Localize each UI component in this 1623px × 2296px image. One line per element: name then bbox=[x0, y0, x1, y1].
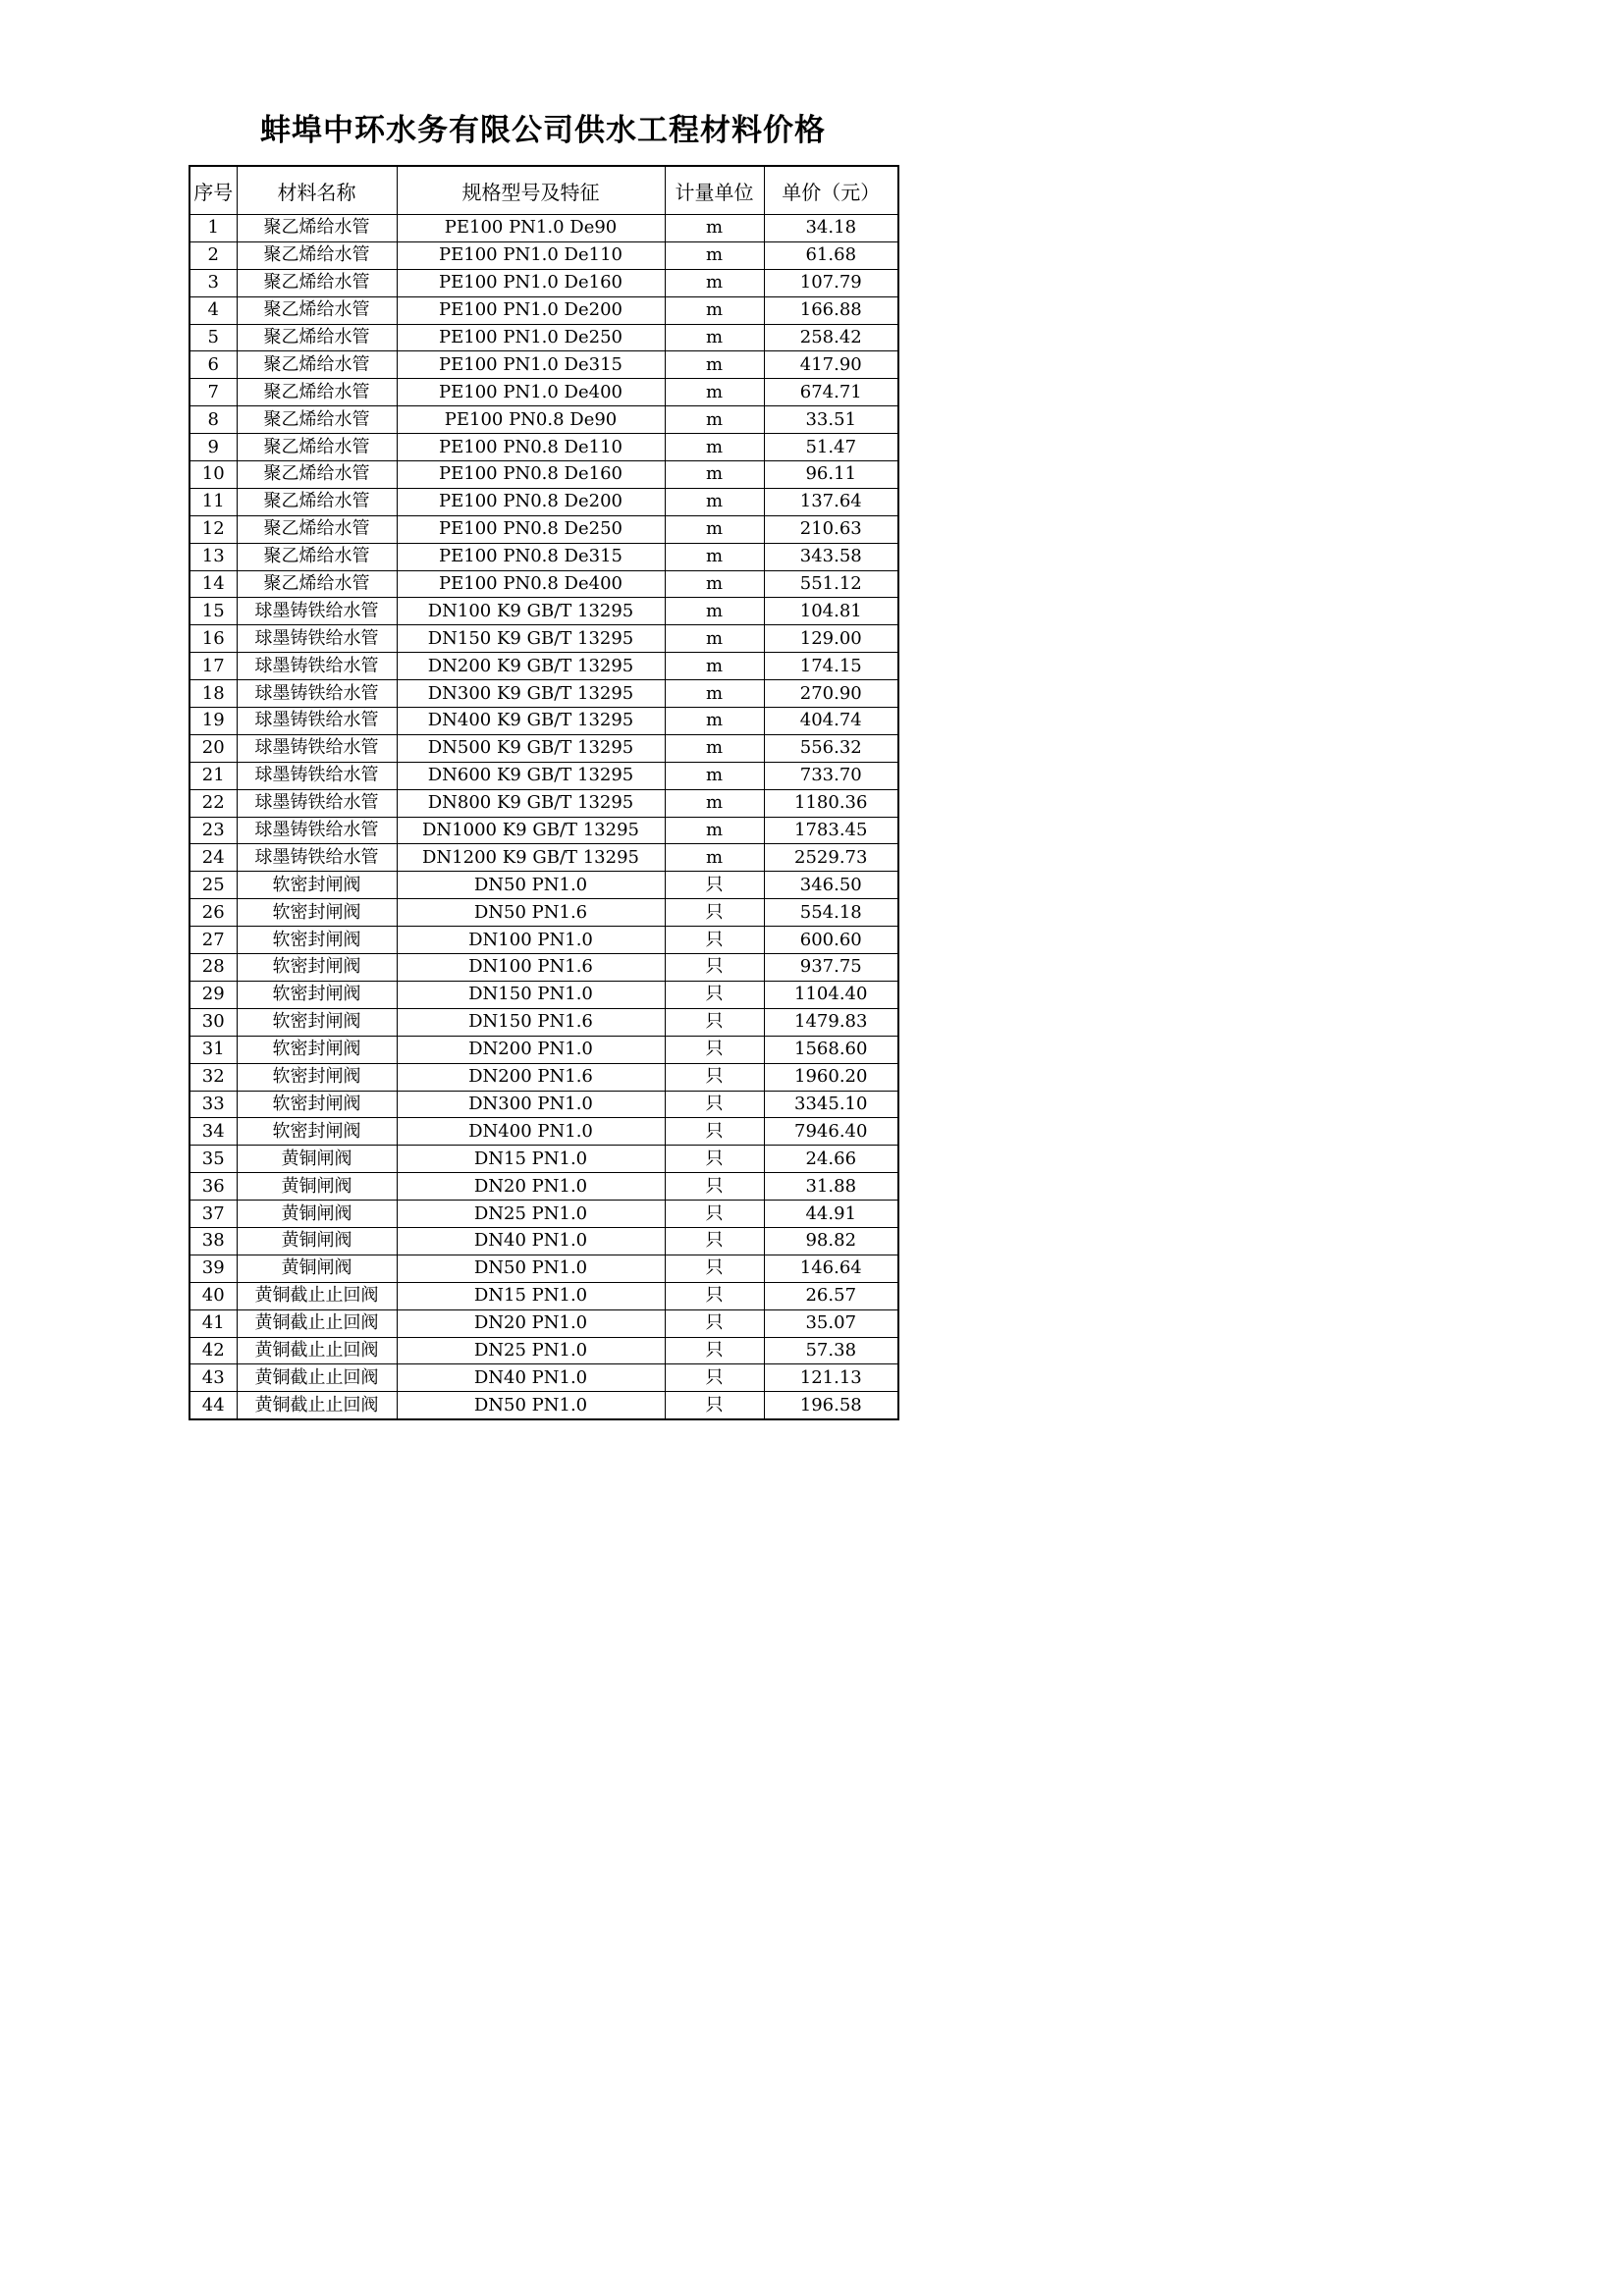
table-row bbox=[189, 762, 898, 789]
unit-price: 270.90 bbox=[764, 680, 898, 708]
spec: PE100 PN0.8 De315 bbox=[397, 543, 665, 570]
table-row bbox=[189, 241, 898, 269]
unit-price: 1960.20 bbox=[764, 1063, 898, 1091]
spec: DN200 PN1.6 bbox=[397, 1063, 665, 1091]
unit: 只 bbox=[665, 1337, 764, 1364]
row-index: 29 bbox=[189, 981, 237, 1008]
spec: DN25 PN1.0 bbox=[397, 1201, 665, 1228]
table-row bbox=[189, 1364, 898, 1392]
row-index: 16 bbox=[189, 625, 237, 653]
spec: PE100 PN1.0 De250 bbox=[397, 324, 665, 351]
row-index: 27 bbox=[189, 927, 237, 954]
row-index: 36 bbox=[189, 1173, 237, 1201]
row-index: 9 bbox=[189, 434, 237, 461]
unit-price: 44.91 bbox=[764, 1201, 898, 1228]
header-price: 单价（元） bbox=[764, 166, 898, 215]
table-row bbox=[189, 789, 898, 817]
spec: PE100 PN1.0 De160 bbox=[397, 269, 665, 296]
unit: m bbox=[665, 215, 764, 242]
unit: 只 bbox=[665, 1364, 764, 1392]
unit: m bbox=[665, 708, 764, 735]
spec: PE100 PN1.0 De200 bbox=[397, 296, 665, 324]
table-row bbox=[189, 379, 898, 406]
unit-price: 1783.45 bbox=[764, 817, 898, 844]
spec: DN300 PN1.0 bbox=[397, 1091, 665, 1118]
spec: DN200 K9 GB/T 13295 bbox=[397, 653, 665, 680]
price-table bbox=[189, 165, 899, 1420]
row-index: 24 bbox=[189, 844, 237, 872]
unit-price: 7946.40 bbox=[764, 1118, 898, 1146]
row-index: 35 bbox=[189, 1146, 237, 1173]
spec: DN300 K9 GB/T 13295 bbox=[397, 680, 665, 708]
row-index: 40 bbox=[189, 1282, 237, 1309]
spec: DN15 PN1.0 bbox=[397, 1282, 665, 1309]
page-title: 蚌埠中环水务有限公司供水工程材料价格 bbox=[260, 113, 826, 148]
table-row bbox=[189, 927, 898, 954]
table-row bbox=[189, 625, 898, 653]
unit: m bbox=[665, 296, 764, 324]
row-index: 10 bbox=[189, 461, 237, 489]
spec: DN40 PN1.0 bbox=[397, 1227, 665, 1255]
material-name: 聚乙烯给水管 bbox=[237, 434, 397, 461]
material-name: 球墨铸铁给水管 bbox=[237, 708, 397, 735]
table-row bbox=[189, 461, 898, 489]
spec: DN50 PN1.0 bbox=[397, 872, 665, 899]
material-name: 软密封闸阀 bbox=[237, 872, 397, 899]
material-name: 黄铜闸阀 bbox=[237, 1146, 397, 1173]
material-name: 软密封闸阀 bbox=[237, 981, 397, 1008]
unit: 只 bbox=[665, 954, 764, 982]
table-row bbox=[189, 734, 898, 762]
header-spec: 规格型号及特征 bbox=[397, 166, 665, 215]
spec: DN200 PN1.0 bbox=[397, 1036, 665, 1063]
unit: m bbox=[665, 543, 764, 570]
row-index: 15 bbox=[189, 598, 237, 625]
table-row bbox=[189, 899, 898, 927]
material-name: 黄铜闸阀 bbox=[237, 1201, 397, 1228]
spec: DN150 K9 GB/T 13295 bbox=[397, 625, 665, 653]
row-index: 39 bbox=[189, 1255, 237, 1282]
material-name: 黄铜截止止回阀 bbox=[237, 1282, 397, 1309]
material-name: 聚乙烯给水管 bbox=[237, 379, 397, 406]
unit: m bbox=[665, 570, 764, 598]
row-index: 43 bbox=[189, 1364, 237, 1392]
table-row bbox=[189, 1173, 898, 1201]
header-material-name: 材料名称 bbox=[237, 166, 397, 215]
unit-price: 258.42 bbox=[764, 324, 898, 351]
table-row bbox=[189, 1227, 898, 1255]
unit-price: 404.74 bbox=[764, 708, 898, 735]
material-name: 球墨铸铁给水管 bbox=[237, 817, 397, 844]
spec: DN100 K9 GB/T 13295 bbox=[397, 598, 665, 625]
spec: PE100 PN0.8 De160 bbox=[397, 461, 665, 489]
row-index: 30 bbox=[189, 1008, 237, 1036]
material-name: 聚乙烯给水管 bbox=[237, 543, 397, 570]
unit-price: 196.58 bbox=[764, 1392, 898, 1419]
unit: m bbox=[665, 406, 764, 434]
material-name: 球墨铸铁给水管 bbox=[237, 789, 397, 817]
unit-price: 174.15 bbox=[764, 653, 898, 680]
unit: 只 bbox=[665, 1255, 764, 1282]
header-unit: 计量单位 bbox=[665, 166, 764, 215]
row-index: 26 bbox=[189, 899, 237, 927]
material-name: 球墨铸铁给水管 bbox=[237, 844, 397, 872]
row-index: 31 bbox=[189, 1036, 237, 1063]
table-body bbox=[189, 215, 898, 1420]
material-name: 聚乙烯给水管 bbox=[237, 324, 397, 351]
unit-price: 166.88 bbox=[764, 296, 898, 324]
table-row bbox=[189, 1201, 898, 1228]
table-row bbox=[189, 1091, 898, 1118]
row-index: 13 bbox=[189, 543, 237, 570]
unit-price: 2529.73 bbox=[764, 844, 898, 872]
spec: DN150 PN1.6 bbox=[397, 1008, 665, 1036]
spec: PE100 PN0.8 De400 bbox=[397, 570, 665, 598]
spec: DN20 PN1.0 bbox=[397, 1173, 665, 1201]
unit-price: 554.18 bbox=[764, 899, 898, 927]
unit: 只 bbox=[665, 872, 764, 899]
table-row bbox=[189, 543, 898, 570]
table-row bbox=[189, 215, 898, 242]
unit: m bbox=[665, 653, 764, 680]
unit-price: 31.88 bbox=[764, 1173, 898, 1201]
material-name: 软密封闸阀 bbox=[237, 1036, 397, 1063]
header-index: 序号 bbox=[189, 166, 237, 215]
unit: 只 bbox=[665, 1008, 764, 1036]
row-index: 32 bbox=[189, 1063, 237, 1091]
spec: DN15 PN1.0 bbox=[397, 1146, 665, 1173]
material-name: 黄铜截止止回阀 bbox=[237, 1364, 397, 1392]
table-row bbox=[189, 1309, 898, 1337]
table-row bbox=[189, 1255, 898, 1282]
unit: 只 bbox=[665, 1227, 764, 1255]
unit: m bbox=[665, 762, 764, 789]
table-row bbox=[189, 708, 898, 735]
unit: m bbox=[665, 680, 764, 708]
unit-price: 146.64 bbox=[764, 1255, 898, 1282]
unit: m bbox=[665, 844, 764, 872]
row-index: 6 bbox=[189, 351, 237, 379]
material-name: 黄铜闸阀 bbox=[237, 1255, 397, 1282]
spec: DN400 K9 GB/T 13295 bbox=[397, 708, 665, 735]
unit-price: 33.51 bbox=[764, 406, 898, 434]
unit: m bbox=[665, 434, 764, 461]
spec: DN400 PN1.0 bbox=[397, 1118, 665, 1146]
table-row bbox=[189, 324, 898, 351]
unit-price: 1180.36 bbox=[764, 789, 898, 817]
table-row bbox=[189, 515, 898, 543]
row-index: 19 bbox=[189, 708, 237, 735]
spec: PE100 PN0.8 De110 bbox=[397, 434, 665, 461]
unit-price: 57.38 bbox=[764, 1337, 898, 1364]
unit: m bbox=[665, 351, 764, 379]
unit-price: 35.07 bbox=[764, 1309, 898, 1337]
unit-price: 137.64 bbox=[764, 488, 898, 515]
unit-price: 129.00 bbox=[764, 625, 898, 653]
row-index: 41 bbox=[189, 1309, 237, 1337]
row-index: 44 bbox=[189, 1392, 237, 1419]
unit-price: 1104.40 bbox=[764, 981, 898, 1008]
material-name: 球墨铸铁给水管 bbox=[237, 598, 397, 625]
unit-price: 3345.10 bbox=[764, 1091, 898, 1118]
unit: m bbox=[665, 515, 764, 543]
row-index: 14 bbox=[189, 570, 237, 598]
table-row bbox=[189, 872, 898, 899]
spec: PE100 PN0.8 De90 bbox=[397, 406, 665, 434]
row-index: 5 bbox=[189, 324, 237, 351]
unit: m bbox=[665, 789, 764, 817]
unit: 只 bbox=[665, 927, 764, 954]
row-index: 1 bbox=[189, 215, 237, 242]
material-name: 黄铜截止止回阀 bbox=[237, 1309, 397, 1337]
unit: 只 bbox=[665, 1118, 764, 1146]
row-index: 33 bbox=[189, 1091, 237, 1118]
row-index: 8 bbox=[189, 406, 237, 434]
unit-price: 61.68 bbox=[764, 241, 898, 269]
header-row bbox=[189, 166, 898, 215]
table-row bbox=[189, 844, 898, 872]
unit-price: 343.58 bbox=[764, 543, 898, 570]
spec: DN100 PN1.0 bbox=[397, 927, 665, 954]
row-index: 34 bbox=[189, 1118, 237, 1146]
spec: DN800 K9 GB/T 13295 bbox=[397, 789, 665, 817]
unit-price: 937.75 bbox=[764, 954, 898, 982]
unit-price: 210.63 bbox=[764, 515, 898, 543]
table-row bbox=[189, 981, 898, 1008]
material-name: 黄铜闸阀 bbox=[237, 1173, 397, 1201]
table-row bbox=[189, 954, 898, 982]
table-row bbox=[189, 1063, 898, 1091]
unit-price: 556.32 bbox=[764, 734, 898, 762]
spec: DN50 PN1.0 bbox=[397, 1392, 665, 1419]
material-name: 聚乙烯给水管 bbox=[237, 269, 397, 296]
unit: m bbox=[665, 379, 764, 406]
table-row bbox=[189, 488, 898, 515]
unit-price: 51.47 bbox=[764, 434, 898, 461]
material-name: 聚乙烯给水管 bbox=[237, 296, 397, 324]
unit: m bbox=[665, 488, 764, 515]
unit: 只 bbox=[665, 1282, 764, 1309]
unit-price: 24.66 bbox=[764, 1146, 898, 1173]
table-row bbox=[189, 406, 898, 434]
row-index: 3 bbox=[189, 269, 237, 296]
row-index: 20 bbox=[189, 734, 237, 762]
unit-price: 96.11 bbox=[764, 461, 898, 489]
unit-price: 674.71 bbox=[764, 379, 898, 406]
table-row bbox=[189, 1008, 898, 1036]
spec: DN150 PN1.0 bbox=[397, 981, 665, 1008]
table-header bbox=[189, 166, 898, 215]
unit: 只 bbox=[665, 1173, 764, 1201]
material-name: 黄铜闸阀 bbox=[237, 1227, 397, 1255]
unit: m bbox=[665, 817, 764, 844]
material-name: 球墨铸铁给水管 bbox=[237, 625, 397, 653]
material-name: 聚乙烯给水管 bbox=[237, 351, 397, 379]
material-name: 聚乙烯给水管 bbox=[237, 488, 397, 515]
table-row bbox=[189, 1282, 898, 1309]
row-index: 17 bbox=[189, 653, 237, 680]
spec: DN1200 K9 GB/T 13295 bbox=[397, 844, 665, 872]
unit: 只 bbox=[665, 1146, 764, 1173]
material-name: 软密封闸阀 bbox=[237, 954, 397, 982]
unit: 只 bbox=[665, 1091, 764, 1118]
table-row bbox=[189, 434, 898, 461]
row-index: 42 bbox=[189, 1337, 237, 1364]
unit-price: 551.12 bbox=[764, 570, 898, 598]
row-index: 4 bbox=[189, 296, 237, 324]
spec: DN50 PN1.0 bbox=[397, 1255, 665, 1282]
unit: m bbox=[665, 734, 764, 762]
spec: PE100 PN1.0 De315 bbox=[397, 351, 665, 379]
material-name: 聚乙烯给水管 bbox=[237, 215, 397, 242]
row-index: 18 bbox=[189, 680, 237, 708]
spec: PE100 PN1.0 De110 bbox=[397, 241, 665, 269]
unit-price: 600.60 bbox=[764, 927, 898, 954]
material-name: 聚乙烯给水管 bbox=[237, 241, 397, 269]
table-row bbox=[189, 1337, 898, 1364]
row-index: 21 bbox=[189, 762, 237, 789]
table-row bbox=[189, 296, 898, 324]
unit-price: 346.50 bbox=[764, 872, 898, 899]
unit-price: 98.82 bbox=[764, 1227, 898, 1255]
unit-price: 121.13 bbox=[764, 1364, 898, 1392]
table-row bbox=[189, 570, 898, 598]
material-name: 软密封闸阀 bbox=[237, 1091, 397, 1118]
spec: DN40 PN1.0 bbox=[397, 1364, 665, 1392]
unit: 只 bbox=[665, 1309, 764, 1337]
material-name: 黄铜截止止回阀 bbox=[237, 1392, 397, 1419]
material-name: 聚乙烯给水管 bbox=[237, 461, 397, 489]
unit: m bbox=[665, 269, 764, 296]
spec: DN25 PN1.0 bbox=[397, 1337, 665, 1364]
material-name: 球墨铸铁给水管 bbox=[237, 734, 397, 762]
table-row bbox=[189, 653, 898, 680]
unit-price: 1568.60 bbox=[764, 1036, 898, 1063]
unit: 只 bbox=[665, 1063, 764, 1091]
material-name: 软密封闸阀 bbox=[237, 899, 397, 927]
spec: DN600 K9 GB/T 13295 bbox=[397, 762, 665, 789]
spec: DN500 K9 GB/T 13295 bbox=[397, 734, 665, 762]
unit-price: 34.18 bbox=[764, 215, 898, 242]
material-name: 黄铜截止止回阀 bbox=[237, 1337, 397, 1364]
unit: 只 bbox=[665, 981, 764, 1008]
material-name: 软密封闸阀 bbox=[237, 1008, 397, 1036]
unit-price: 26.57 bbox=[764, 1282, 898, 1309]
table-row bbox=[189, 1146, 898, 1173]
material-name: 软密封闸阀 bbox=[237, 927, 397, 954]
table-row bbox=[189, 1036, 898, 1063]
spec: DN1000 K9 GB/T 13295 bbox=[397, 817, 665, 844]
spec: DN20 PN1.0 bbox=[397, 1309, 665, 1337]
unit-price: 104.81 bbox=[764, 598, 898, 625]
unit-price: 107.79 bbox=[764, 269, 898, 296]
unit: m bbox=[665, 598, 764, 625]
table-row bbox=[189, 598, 898, 625]
material-name: 聚乙烯给水管 bbox=[237, 515, 397, 543]
unit: 只 bbox=[665, 1392, 764, 1419]
unit: 只 bbox=[665, 1201, 764, 1228]
material-name: 软密封闸阀 bbox=[237, 1118, 397, 1146]
table-row bbox=[189, 351, 898, 379]
unit: m bbox=[665, 241, 764, 269]
spec: PE100 PN1.0 De90 bbox=[397, 215, 665, 242]
unit: 只 bbox=[665, 1036, 764, 1063]
row-index: 7 bbox=[189, 379, 237, 406]
material-name: 球墨铸铁给水管 bbox=[237, 680, 397, 708]
table-row bbox=[189, 1118, 898, 1146]
row-index: 11 bbox=[189, 488, 237, 515]
row-index: 23 bbox=[189, 817, 237, 844]
unit-price: 1479.83 bbox=[764, 1008, 898, 1036]
unit: m bbox=[665, 625, 764, 653]
unit: m bbox=[665, 461, 764, 489]
row-index: 22 bbox=[189, 789, 237, 817]
material-name: 球墨铸铁给水管 bbox=[237, 762, 397, 789]
row-index: 25 bbox=[189, 872, 237, 899]
spec: PE100 PN0.8 De250 bbox=[397, 515, 665, 543]
row-index: 37 bbox=[189, 1201, 237, 1228]
material-name: 软密封闸阀 bbox=[237, 1063, 397, 1091]
row-index: 12 bbox=[189, 515, 237, 543]
table-row bbox=[189, 817, 898, 844]
material-name: 球墨铸铁给水管 bbox=[237, 653, 397, 680]
table-row bbox=[189, 1392, 898, 1419]
row-index: 28 bbox=[189, 954, 237, 982]
spec: PE100 PN0.8 De200 bbox=[397, 488, 665, 515]
unit-price: 417.90 bbox=[764, 351, 898, 379]
spec: DN50 PN1.6 bbox=[397, 899, 665, 927]
table-row bbox=[189, 680, 898, 708]
material-name: 聚乙烯给水管 bbox=[237, 570, 397, 598]
unit-price: 733.70 bbox=[764, 762, 898, 789]
unit: 只 bbox=[665, 899, 764, 927]
table-row bbox=[189, 269, 898, 296]
unit: m bbox=[665, 324, 764, 351]
row-index: 38 bbox=[189, 1227, 237, 1255]
row-index: 2 bbox=[189, 241, 237, 269]
material-name: 聚乙烯给水管 bbox=[237, 406, 397, 434]
spec: PE100 PN1.0 De400 bbox=[397, 379, 665, 406]
spec: DN100 PN1.6 bbox=[397, 954, 665, 982]
